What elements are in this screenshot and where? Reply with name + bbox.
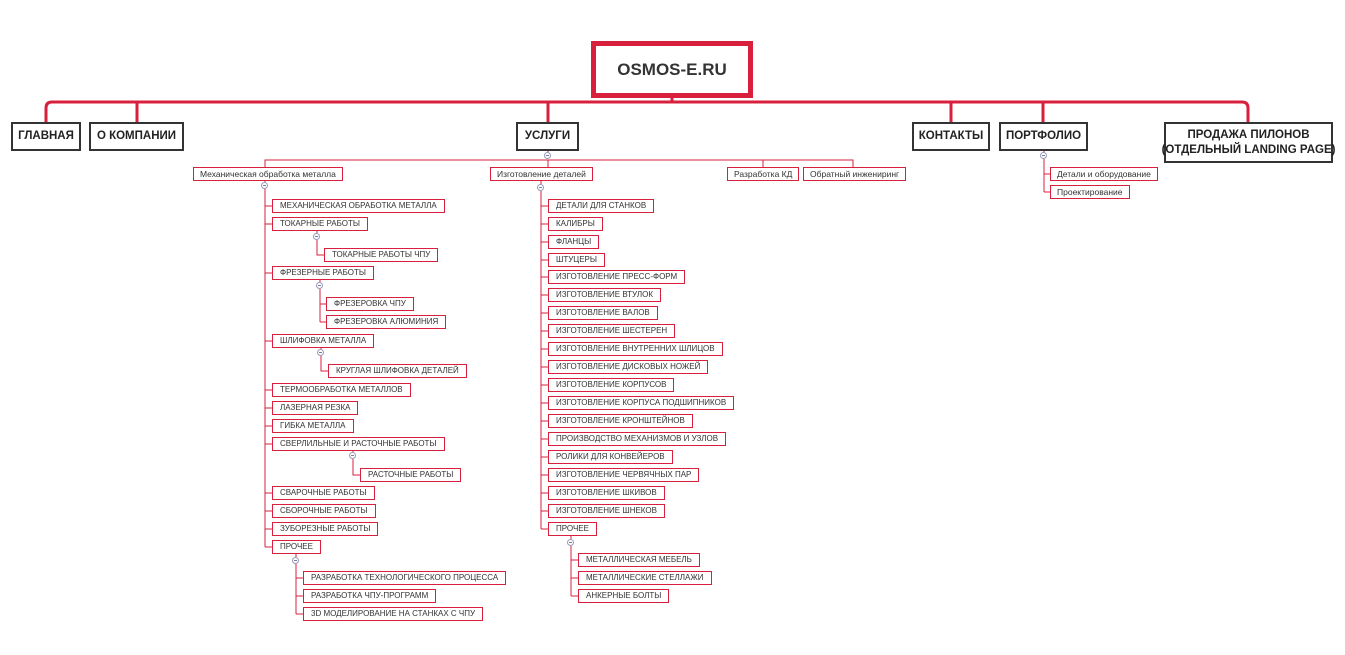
collapse-toggle-icon[interactable]: [567, 539, 574, 546]
node-mech-subitem[interactable]: ФРЕЗЕРОВКА ЧПУ: [326, 297, 414, 311]
node-parts-item[interactable]: ПРОИЗВОДСТВО МЕХАНИЗМОВ И УЗЛОВ: [548, 432, 726, 446]
node-reverse[interactable]: Обратный инжениринг: [803, 167, 906, 181]
node-parts-item[interactable]: ИЗГОТОВЛЕНИЕ ШКИВОВ: [548, 486, 665, 500]
node-parts-item[interactable]: ИЗГОТОВЛЕНИЕ ШНЕКОВ: [548, 504, 665, 518]
node-portfolio[interactable]: ПОРТФОЛИО: [999, 122, 1088, 151]
node-about[interactable]: О КОМПАНИИ: [89, 122, 184, 151]
node-pylons-line1: ПРОДАЖА ПИЛОНОВ: [1187, 128, 1310, 141]
collapse-toggle-icon[interactable]: [292, 557, 299, 564]
collapse-toggle-icon[interactable]: [544, 152, 551, 159]
collapse-toggle-icon[interactable]: [1040, 152, 1047, 159]
node-services[interactable]: УСЛУГИ: [516, 122, 579, 151]
node-mech-item[interactable]: ФРЕЗЕРНЫЕ РАБОТЫ: [272, 266, 374, 280]
collapse-toggle-icon[interactable]: [317, 349, 324, 356]
collapse-toggle-icon[interactable]: [349, 452, 356, 459]
node-parts-item[interactable]: РОЛИКИ ДЛЯ КОНВЕЙЕРОВ: [548, 450, 673, 464]
node-mech-subitem[interactable]: 3D МОДЕЛИРОВАНИЕ НА СТАНКАХ С ЧПУ: [303, 607, 483, 621]
node-mech-item[interactable]: ЛАЗЕРНАЯ РЕЗКА: [272, 401, 358, 415]
node-parts-subitem[interactable]: МЕТАЛЛИЧЕСКИЕ СТЕЛЛАЖИ: [578, 571, 712, 585]
node-mech-subitem[interactable]: РАЗРАБОТКА ТЕХНОЛОГИЧЕСКОГО ПРОЦЕССА: [303, 571, 506, 585]
node-parts-item[interactable]: ИЗГОТОВЛЕНИЕ КРОНШТЕЙНОВ: [548, 414, 693, 428]
collapse-toggle-icon[interactable]: [261, 182, 268, 189]
node-parts-item[interactable]: ФЛАНЦЫ: [548, 235, 599, 249]
node-parts-item[interactable]: ДЕТАЛИ ДЛЯ СТАНКОВ: [548, 199, 654, 213]
node-mech-item[interactable]: СВАРОЧНЫЕ РАБОТЫ: [272, 486, 375, 500]
node-mech-item[interactable]: ПРОЧЕЕ: [272, 540, 321, 554]
node-parts-item[interactable]: ИЗГОТОВЛЕНИЕ ЧЕРВЯЧНЫХ ПАР: [548, 468, 699, 482]
node-portfolio-item[interactable]: Проектирование: [1050, 185, 1130, 199]
node-home[interactable]: ГЛАВНАЯ: [11, 122, 81, 151]
node-mech-subitem[interactable]: РАСТОЧНЫЕ РАБОТЫ: [360, 468, 461, 482]
node-mech-subitem[interactable]: РАЗРАБОТКА ЧПУ-ПРОГРАММ: [303, 589, 436, 603]
node-mech-item[interactable]: ШЛИФОВКА МЕТАЛЛА: [272, 334, 374, 348]
node-pylons[interactable]: [1161, 122, 1336, 163]
node-parts-item[interactable]: ШТУЦЕРЫ: [548, 253, 605, 267]
node-parts-item[interactable]: ИЗГОТОВЛЕНИЕ ВТУЛОК: [548, 288, 661, 302]
node-mech-subitem[interactable]: КРУГЛАЯ ШЛИФОВКА ДЕТАЛЕЙ: [328, 364, 467, 378]
node-parts-item[interactable]: ИЗГОТОВЛЕНИЕ ВНУТРЕННИХ ШЛИЦОВ: [548, 342, 723, 356]
node-pylons-line2: (ОТДЕЛЬНЫЙ LANDING PAGE): [1161, 143, 1336, 156]
node-parts-item[interactable]: ИЗГОТОВЛЕНИЕ ВАЛОВ: [548, 306, 658, 320]
node-parts-subitem[interactable]: МЕТАЛЛИЧЕСКАЯ МЕБЕЛЬ: [578, 553, 700, 567]
node-parts-item[interactable]: КАЛИБРЫ: [548, 217, 603, 231]
collapse-toggle-icon[interactable]: [537, 184, 544, 191]
node-parts-subitem[interactable]: АНКЕРНЫЕ БОЛТЫ: [578, 589, 669, 603]
node-kd[interactable]: Разработка КД: [727, 167, 799, 181]
node-mech-item[interactable]: СВЕРЛИЛЬНЫЕ И РАСТОЧНЫЕ РАБОТЫ: [272, 437, 445, 451]
node-parts-item[interactable]: ИЗГОТОВЛЕНИЕ ПРЕСС-ФОРМ: [548, 270, 685, 284]
node-parts-item[interactable]: ИЗГОТОВЛЕНИЕ КОРПУСОВ: [548, 378, 674, 392]
node-portfolio-item[interactable]: Детали и оборудование: [1050, 167, 1158, 181]
node-mech-subitem[interactable]: ФРЕЗЕРОВКА АЛЮМИНИЯ: [326, 315, 446, 329]
node-mech-item[interactable]: ТЕРМООБРАБОТКА МЕТАЛЛОВ: [272, 383, 411, 397]
collapse-toggle-icon[interactable]: [313, 233, 320, 240]
node-contacts[interactable]: КОНТАКТЫ: [912, 122, 990, 151]
collapse-toggle-icon[interactable]: [316, 282, 323, 289]
node-mech-subitem[interactable]: ТОКАРНЫЕ РАБОТЫ ЧПУ: [324, 248, 438, 262]
node-mech-item[interactable]: МЕХАНИЧЕСКАЯ ОБРАБОТКА МЕТАЛЛА: [272, 199, 445, 213]
node-mech-item[interactable]: ЗУБОРЕЗНЫЕ РАБОТЫ: [272, 522, 378, 536]
root-node[interactable]: OSMOS-E.RU: [591, 41, 753, 98]
node-mech-item[interactable]: ТОКАРНЫЕ РАБОТЫ: [272, 217, 368, 231]
node-mech-item[interactable]: ГИБКА МЕТАЛЛА: [272, 419, 354, 433]
node-parts-item[interactable]: ИЗГОТОВЛЕНИЕ ДИСКОВЫХ НОЖЕЙ: [548, 360, 708, 374]
node-parts-item[interactable]: ПРОЧЕЕ: [548, 522, 597, 536]
node-parts[interactable]: Изготовление деталей: [490, 167, 593, 181]
node-mech[interactable]: Механическая обработка металла: [193, 167, 343, 181]
node-mech-item[interactable]: СБОРОЧНЫЕ РАБОТЫ: [272, 504, 376, 518]
node-parts-item[interactable]: ИЗГОТОВЛЕНИЕ ШЕСТЕРЕН: [548, 324, 675, 338]
node-parts-item[interactable]: ИЗГОТОВЛЕНИЕ КОРПУСА ПОДШИПНИКОВ: [548, 396, 734, 410]
